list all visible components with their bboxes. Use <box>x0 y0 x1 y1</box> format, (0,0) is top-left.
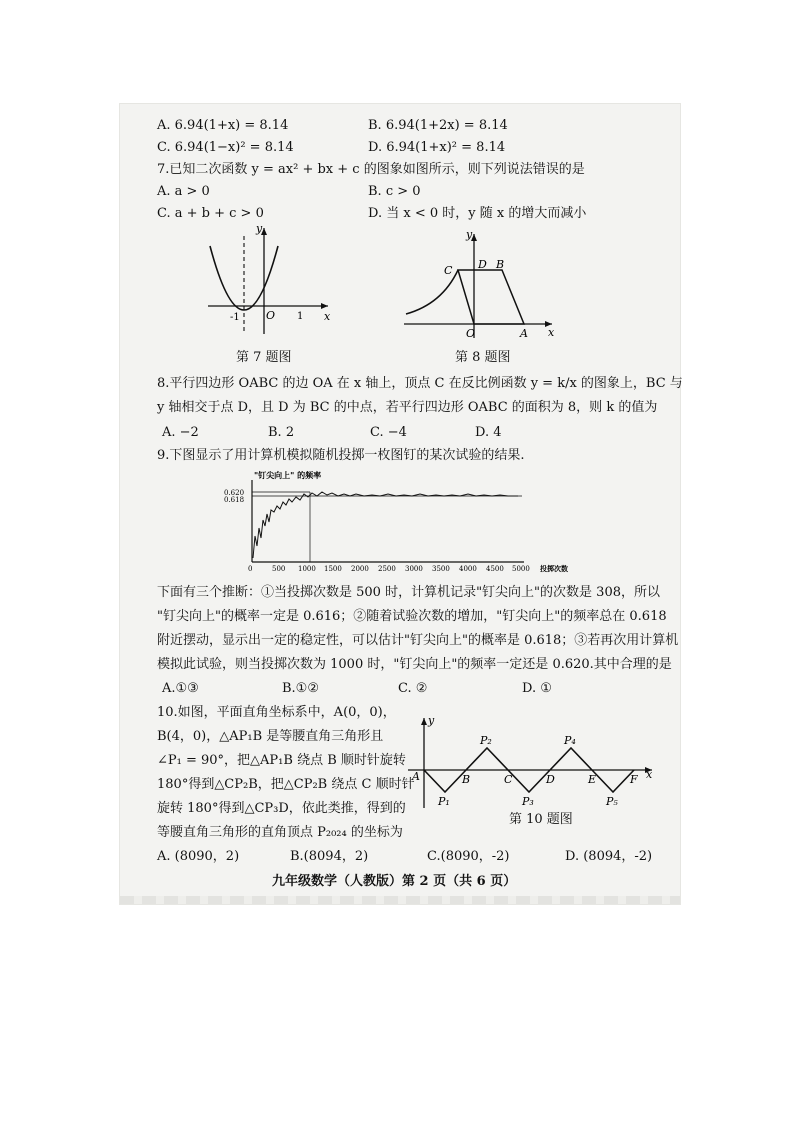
q8-option-b: B. 2 <box>268 425 295 440</box>
q9-y-tick-0618: 0.618 <box>224 496 245 504</box>
q9-body-line4: 模拟此试验，则当投掷次数为 1000 时，"钉尖向上"的频率一定还是 0.620.其中合理的是 <box>157 657 672 672</box>
q8-option-c: C. −4 <box>370 425 407 440</box>
q6-option-b: B. 6.94(1+2x) = 8.14 <box>368 118 508 133</box>
q9-body-line2: "钉尖向上"的概率一定是 0.616；②随着试验次数的增加，"钉尖向上"的频率总在 0.618 <box>157 609 667 624</box>
q9-x-tick-1000: 1000 <box>298 565 316 573</box>
q10-line1: 10.如图，平面直角坐标系中，A(0，0)， <box>157 705 396 720</box>
q9-body-line1: 下面有三个推断：①当投掷次数是 500 时，计算机记录"钉尖向上"的次数是 308，所以 <box>157 585 660 600</box>
q10-point-p4: P₄ <box>564 734 576 747</box>
q9-stem: 9.下图显示了用计算机模拟随机投掷一枚图钉的某次试验的结果. <box>157 448 525 463</box>
q10-point-b: B <box>462 773 471 786</box>
q7-y-label: y <box>256 222 263 235</box>
q10-option-a: A. (8090，2) <box>157 849 240 864</box>
q7-option-d: D. 当 x < 0 时，y 随 x 的增大而减小 <box>368 206 587 221</box>
q8-origin: O <box>466 327 476 340</box>
q8-option-d: D. 4 <box>475 425 502 440</box>
q9-frequency-series <box>253 492 518 558</box>
q7-caption: 第 7 题图 <box>236 350 292 365</box>
q9-x-tick-4000: 4000 <box>459 565 477 573</box>
q10-point-d: D <box>546 773 555 786</box>
q7-tick-1: 1 <box>297 311 304 322</box>
q9-x-tick-2000: 2000 <box>351 565 369 573</box>
q10-point-f: F <box>630 773 638 786</box>
q9-chart-title: "钉尖向上" 的频率 <box>254 470 322 480</box>
q8-x-label: x <box>548 326 555 339</box>
q7-option-c: C. a + b + c > 0 <box>157 206 264 221</box>
q8-point-d: D <box>478 258 487 271</box>
q10-option-d: D. (8094，-2) <box>565 849 653 864</box>
q8-y-label: y <box>466 228 473 241</box>
q7-tick-neg1: -1 <box>230 312 240 323</box>
q10-option-b: B.(8094，2) <box>290 849 369 864</box>
q10-point-c: C <box>504 773 513 786</box>
q10-point-a: A <box>412 770 420 783</box>
q10-line4: 180°得到△CP₂B，把△CP₂B 绕点 C 顺时针 <box>157 777 415 792</box>
q9-option-c: C. ② <box>398 681 428 696</box>
q9-x-tick-5000: 5000 <box>512 565 530 573</box>
q9-body-line3: 附近摆动，显示出一定的稳定性，可以估计"钉尖向上"的概率是 0.618；③若再次用计算机 <box>157 633 679 648</box>
q10-line2: B(4，0)，△AP₁B 是等腰直角三角形且 <box>157 729 384 744</box>
q10-line6: 等腰直角三角形的直角顶点 P₂₀₂₄ 的坐标为 <box>157 825 403 840</box>
q8-parallelogram-figure <box>398 226 558 344</box>
q9-x-tick-0: 0 <box>248 565 253 573</box>
q10-point-e: E <box>588 773 597 786</box>
q9-option-d: D. ① <box>522 681 552 696</box>
q10-caption: 第 10 题图 <box>509 812 573 827</box>
q9-x-tick-1500: 1500 <box>324 565 342 573</box>
q8-option-a: A. −2 <box>162 425 199 440</box>
q8-caption: 第 8 题图 <box>455 350 511 365</box>
page-footer: 九年级数学（人教版）第 2 页（共 6 页） <box>272 874 517 889</box>
q10-point-p5: P₅ <box>606 795 618 808</box>
q7-x-label: x <box>324 310 331 323</box>
q9-x-tick-2500: 2500 <box>378 565 396 573</box>
q10-point-p1: P₁ <box>438 795 450 808</box>
q9-option-b: B.①② <box>282 681 319 696</box>
q9-y-tick-0620: 0.620 <box>224 489 245 497</box>
q10-y-label: y <box>428 714 435 727</box>
q8-point-a: A <box>520 327 528 340</box>
q7-origin-label: O <box>266 309 276 322</box>
q7-parabola-figure <box>200 220 340 340</box>
q9-x-tick-3000: 3000 <box>405 565 423 573</box>
q6-option-c: C. 6.94(1−x)² = 8.14 <box>157 140 294 155</box>
q8-point-b: B <box>496 258 505 271</box>
q8-point-c: C <box>444 264 453 277</box>
q10-x-label: x <box>646 768 653 781</box>
q9-x-tick-3500: 3500 <box>432 565 450 573</box>
q8-stem-line2: y 轴相交于点 D，且 D 为 BC 的中点，若平行四边形 OABC 的面积为 8，则 k 的值为 <box>157 400 658 415</box>
q9-x-axis-label: 投掷次数 <box>540 564 568 573</box>
q7-option-b: B. c > 0 <box>368 184 421 199</box>
q6-option-d: D. 6.94(1+x)² = 8.14 <box>368 140 506 155</box>
q9-x-tick-4500: 4500 <box>486 565 504 573</box>
q10-line3: ∠P₁ = 90°，把△AP₁B 绕点 B 顺时针旋转 <box>157 753 406 768</box>
q10-zigzag-figure <box>400 712 662 812</box>
q10-point-p3: P₃ <box>522 795 534 808</box>
q7-stem: 7.已知二次函数 y = ax² + bx + c 的图象如图所示，则下列说法错误的是 <box>157 162 585 177</box>
q7-option-a: A. a > 0 <box>157 184 210 199</box>
q9-option-a: A.①③ <box>162 681 199 696</box>
q6-option-a: A. 6.94(1+x) = 8.14 <box>157 118 289 133</box>
scan-edge-noise <box>120 896 680 904</box>
q10-point-p2: P₂ <box>480 734 492 747</box>
q10-option-c: C.(8090，-2) <box>427 849 510 864</box>
q8-stem-line1: 8.平行四边形 OABC 的边 OA 在 x 轴上，顶点 C 在反比例函数 y = k/x 的图象上，BC 与 <box>157 376 683 391</box>
q9-x-tick-500: 500 <box>272 565 286 573</box>
q9-frequency-chart <box>222 466 602 578</box>
q10-line5: 旋转 180°得到△CP₃D，依此类推，得到的 <box>157 801 406 816</box>
q8-parallelogram-oabc <box>458 270 524 324</box>
